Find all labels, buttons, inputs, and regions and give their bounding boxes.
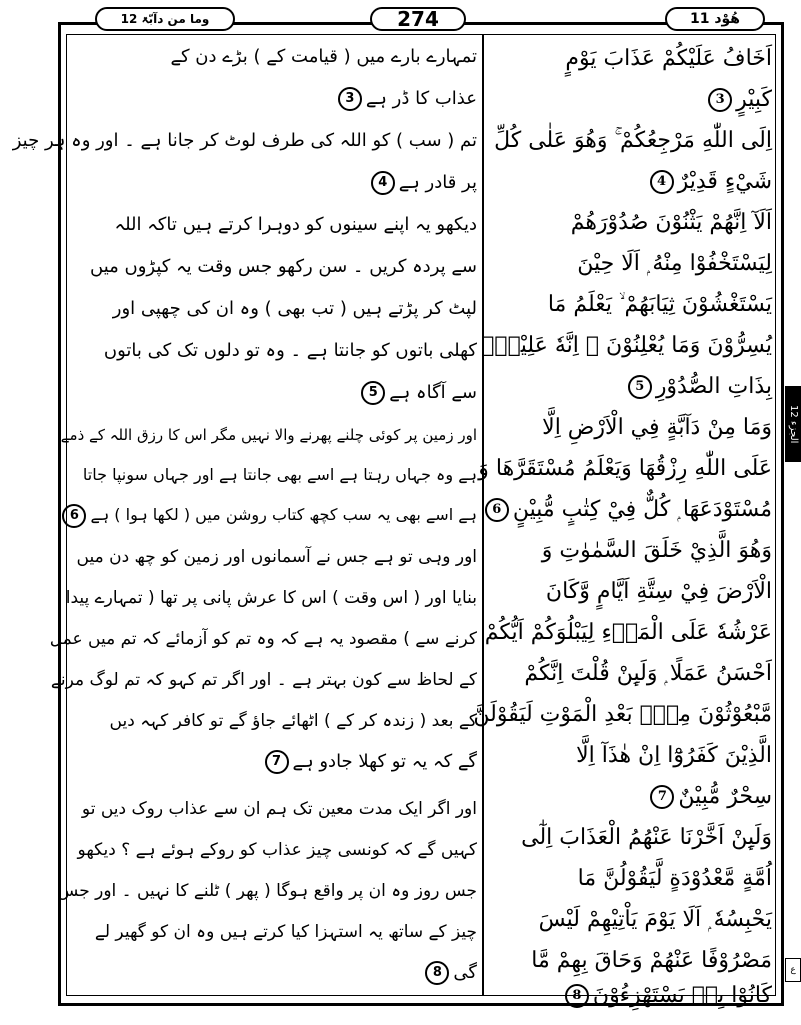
para-name-badge: وما من دآبّۃ 12 bbox=[95, 7, 235, 31]
ayah-number-marker: 7 bbox=[650, 785, 674, 809]
urdu-line bbox=[72, 954, 477, 992]
ayah-number-marker: 3 bbox=[338, 87, 362, 111]
arabic-line: وَهُوَ الَّذِيْ خَلَقَ السَّمٰوٰتِ وَ bbox=[541, 538, 772, 563]
arabic-line: اَخَافُ عَلَيْكُمْ عَذَابَ يَوْمٍ bbox=[565, 46, 772, 71]
ruku-side-mark: ع bbox=[785, 958, 801, 982]
urdu-line: کہیں گے کہ کونسی چیز عذاب کو روکے ہوئے ہے ؟ دیکھو bbox=[77, 840, 477, 860]
ayah-number-marker: 4 bbox=[650, 170, 674, 194]
urdu-line: چیز کے ساتھ یہ استہزا کیا کرتے ہیں وہ ان کو گھیر لے bbox=[94, 922, 477, 942]
arabic-line: وَلَىِٕنْ اَخَّرْنَا عَنْهُمُ الْعَذَابَ اِلٰٓى bbox=[521, 825, 772, 850]
urdu-line: تم ( سب ) کو اللہ کی طرف لوٹ کر جانا ہے ۔ اور وہ ہر چیز bbox=[12, 130, 477, 151]
urdu-line: جس روز وہ ان پر واقع ہوگا ( پھر ) ٹلنے کا نہیں ۔ اور جس bbox=[57, 881, 477, 901]
arabic-line bbox=[490, 366, 772, 407]
arabic-line bbox=[490, 776, 772, 817]
arabic-line: وَمَا مِنْ دَآبَّةٍ فِي الْاَرْضِ اِلَّا bbox=[542, 415, 772, 440]
ayah-number-marker: 8 bbox=[425, 961, 449, 985]
arabic-line: اُمَّةٍ مَّعْدُوْدَةٍ لَّيَقُوْلُنَّ مَا bbox=[577, 866, 772, 891]
arabic-line-text: مُسْتَوْدَعَهَا ۭ كُلٌّ فِيْ كِتٰبٍ مُّبِيْنٍ bbox=[512, 497, 772, 522]
arabic-line: يَحْبِسُهٗ ۭ اَلَا يَوْمَ يَاْتِيْهِمْ لَيْسَ bbox=[538, 907, 772, 932]
urdu-line-text: گی bbox=[453, 962, 477, 983]
urdu-line: کرنے سے ) مقصود یہ ہے کہ وہ تم کو آزمائے کہ تم میں عمل bbox=[49, 629, 477, 649]
arabic-line: الَّذِيْنَ كَفَرُوْٓا اِنْ هٰذَآ اِلَّا bbox=[576, 743, 772, 768]
urdu-line: کھلی باتوں کو جانتا ہے ۔ وہ تو دلوں تک کی باتوں bbox=[103, 340, 477, 361]
arabic-line: عَلَى اللّٰهِ رِزْقُهَا وَيَعْلَمُ مُسْتَقَرَّهَا وَ bbox=[478, 456, 772, 481]
urdu-line: اور وہی تو ہے جس نے آسمانوں اور زمین کو چھ دن میں bbox=[76, 547, 477, 567]
urdu-line: بنایا اور ( اس وقت ) اس کا عرش پانی پر تھا ( تمہارے پیدا bbox=[65, 588, 477, 608]
urdu-line: لپٹ کر پڑتے ہیں ( تب بھی ) وہ ان کی چھپی اور bbox=[112, 298, 477, 319]
juz-side-tab: الجزء 12 bbox=[785, 386, 801, 462]
ayah-number-marker: 6 bbox=[485, 498, 509, 522]
arabic-line: اَحْسَنُ عَمَلًا ۭ وَلَىِٕنْ قُلْتَ اِنَّكُمْ bbox=[524, 661, 772, 686]
ayah-number-marker: 7 bbox=[265, 750, 289, 774]
ayah-number-marker: 8 bbox=[565, 984, 589, 1008]
urdu-line-text: گے کہ یہ تو کھلا جادو ہے bbox=[292, 751, 477, 772]
arabic-line bbox=[490, 79, 772, 120]
arabic-line: يَسْتَغْشُوْنَ ثِيَابَهُمْ ۙ يَعْلَمُ مَا bbox=[547, 292, 772, 317]
arabic-line-text: سِحْرٌ مُّبِيْنٌ bbox=[678, 784, 772, 809]
urdu-line: کے لحاظ سے کون بہتر ہے ۔ اور اگر تم کہو کہ تم لوگ مرنے bbox=[50, 670, 477, 690]
arabic-line: اَلَآ اِنَّهُمْ يَثْنُوْنَ صُدُوْرَهُمْ bbox=[570, 210, 772, 235]
urdu-line bbox=[72, 374, 477, 412]
arabic-line bbox=[490, 489, 772, 530]
urdu-line bbox=[69, 496, 477, 534]
urdu-line bbox=[72, 164, 477, 202]
page-number-badge: 274 bbox=[370, 7, 466, 31]
arabic-line-text: كَانُوْا بِهٖ يَسْتَهْزِءُوْنَ bbox=[592, 983, 772, 1008]
urdu-line: اور زمین پر کوئی چلنے پھرنے والا نہیں مگر اس کا رزق اللہ کے ذمے bbox=[60, 426, 477, 444]
ayah-number-marker: 5 bbox=[628, 375, 652, 399]
urdu-line-text: سے آگاہ ہے bbox=[389, 382, 477, 403]
arabic-line: مَصْرُوْفًا عَنْهُمْ وَحَاقَ بِهِمْ مَّا bbox=[531, 948, 772, 973]
arabic-line-text: بِذَاتِ الصُّدُوْرِ bbox=[655, 374, 772, 399]
urdu-line bbox=[72, 80, 477, 118]
urdu-line: تمہارے بارے میں ( قیامت کے ) بڑے دن کے bbox=[170, 46, 477, 67]
urdu-line: کے بعد ( زندہ کر کے ) اٹھائے جاؤ گے تو کافر کہہ دیں bbox=[109, 711, 477, 731]
arabic-line bbox=[490, 161, 772, 202]
arabic-line-text: شَيْءٍ قَدِيْرٌ bbox=[677, 169, 772, 194]
urdu-line-text: ہے اسے بھی یہ سب کچھ کتاب روشن میں ( لکھا ہوا ) ہے bbox=[90, 505, 477, 524]
arabic-line: مَّبْعُوْثُوْنَ مِنْۢ بَعْدِ الْمَوْتِ لَيَقُوْلَنَّ bbox=[473, 702, 772, 727]
urdu-line bbox=[72, 743, 477, 781]
urdu-line: سے پردہ کریں ۔ سن رکھو جس وقت یہ کپڑوں میں bbox=[90, 256, 477, 277]
arabic-line: اِلَى اللّٰهِ مَرْجِعُكُمْ ۚ وَهُوَ عَلٰى كُلِّ bbox=[494, 128, 772, 153]
urdu-line-text: پر قادر ہے bbox=[398, 172, 477, 193]
arabic-line-text: كَبِيْرٍ bbox=[736, 87, 772, 112]
ayah-number-marker: 5 bbox=[361, 381, 385, 405]
arabic-line: لِيَسْتَخْفُوْا مِنْهُ ۭ اَلَا حِيْنَ bbox=[577, 251, 772, 276]
ayah-number-marker: 4 bbox=[371, 171, 395, 195]
arabic-line: عَرْشُهٗ عَلَى الْمَاۗءِ لِيَبْلُوَكُمْ اَيُّكُمْ bbox=[484, 620, 772, 645]
arabic-line bbox=[490, 975, 772, 1016]
urdu-line: اور اگر ایک مدت معین تک ہم ان سے عذاب روک دیں تو bbox=[81, 799, 477, 819]
arabic-line: يُسِرُّوْنَ وَمَا يُعْلِنُوْنَ ۚ اِنَّهٗ عَلِيْمٌۢ bbox=[481, 333, 772, 358]
ayah-number-marker: 3 bbox=[708, 88, 732, 112]
urdu-line: دیکھو یہ اپنے سینوں کو دوہرا کرتے ہیں تاکہ اللہ bbox=[114, 214, 477, 235]
arabic-line: الْاَرْضَ فِيْ سِتَّةِ اَيَّامٍ وَّكَانَ bbox=[545, 579, 772, 604]
surah-name-badge: هُوْد 11 bbox=[665, 7, 765, 31]
urdu-line: ہے وہ جہاں رہتا ہے اسے بھی جانتا ہے اور جہاں سونپا جاتا bbox=[82, 465, 477, 484]
urdu-line-text: عذاب کا ڈر ہے bbox=[365, 88, 477, 109]
ayah-number-marker: 6 bbox=[62, 504, 86, 528]
